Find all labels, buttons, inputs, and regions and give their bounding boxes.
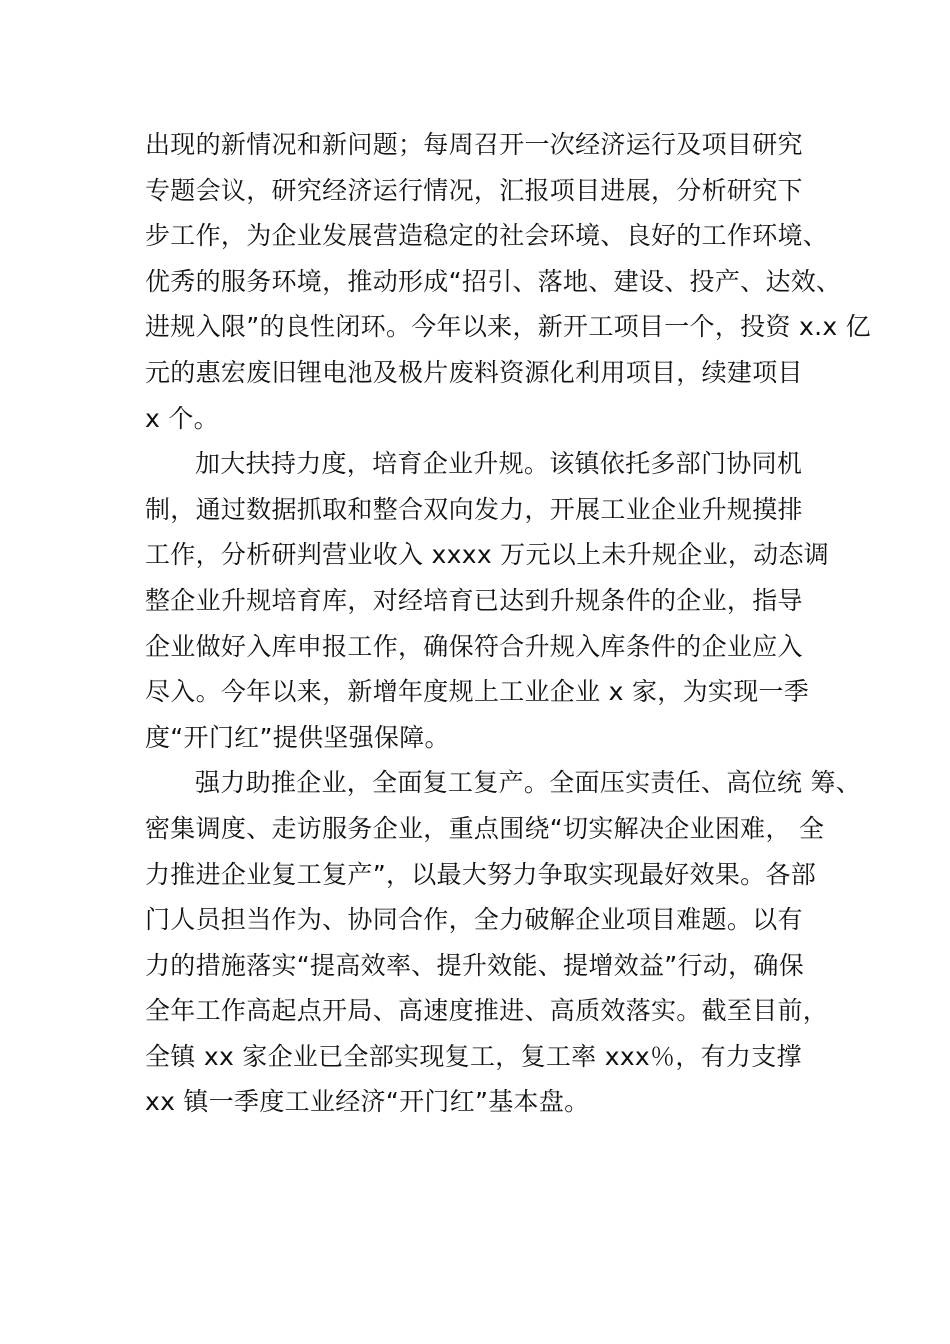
text-line: 元的惠宏废旧锂电池及极片废料资源化利用项目，续建项目: [145, 357, 803, 387]
paragraph-start-line: 加大扶持力度，培育企业升规。该镇依托多部门协同机: [195, 449, 803, 479]
body-text: [145, 122, 871, 1125]
text-line: 力推进企业复工复产”，以最大努力争取实现最好效果。各部: [145, 859, 817, 889]
paragraph-start-line: 强力助推企业，全面复工复产。全面压实责任、高位统 筹、: [195, 768, 862, 798]
text-line: 度“开门红”提供坚强保障。: [145, 722, 450, 752]
text-line: 出现的新情况和新问题；每周召开一次经济运行及项目研究: [145, 130, 803, 159]
text-line: 整企业升规培育库，对经培育已达到升规条件的企业，指导: [145, 585, 803, 615]
text-line: 专题会议，研究经济运行情况，汇报项目进展，分析研究下: [145, 175, 803, 205]
text-line: 密集调度、走访服务企业，重点围绕“切实解决企业困难， 全: [145, 813, 825, 843]
text-line: 力的措施落实“提高效率、提升效能、提增效益”行动，确保: [145, 950, 805, 980]
text-line: 门人员担当作为、协同合作，全力破解企业项目难题。以有: [145, 905, 803, 935]
text-line: 步工作，为企业发展营造稳定的社会环境、良好的工作环境、: [145, 221, 829, 251]
text-line: 工作，分析研判营业收入 xxxx 万元以上未升规企业，动态调: [145, 540, 830, 570]
text-line: 优秀的服务环境，推动形成“招引、落地、建设、投产、达效、: [145, 266, 842, 296]
text-line: 进规入限”的良性闭环。今年以来，新开工项目一个，投资 x.x 亿: [145, 312, 871, 342]
text-line: 全年工作高起点开局、高速度推进、高质效落实。截至目前，: [145, 996, 829, 1026]
text-line: xx 镇一季度工业经济“开门红”基本盘。: [145, 1087, 590, 1117]
text-line: 尽入。今年以来，新增年度规上工业企业 x 家，为实现一季: [145, 677, 810, 707]
text-line: 企业做好入库申报工作，确保符合升规入库条件的企业应入: [145, 631, 803, 661]
text-line: 全镇 xx 家企业已全部实现复工，复工率 xxx％，有力支撑: [145, 1041, 802, 1071]
text-line: x 个。: [145, 403, 219, 433]
text-line: 制，通过数据抓取和整合双向发力，开展工业企业升规摸排: [145, 494, 803, 524]
